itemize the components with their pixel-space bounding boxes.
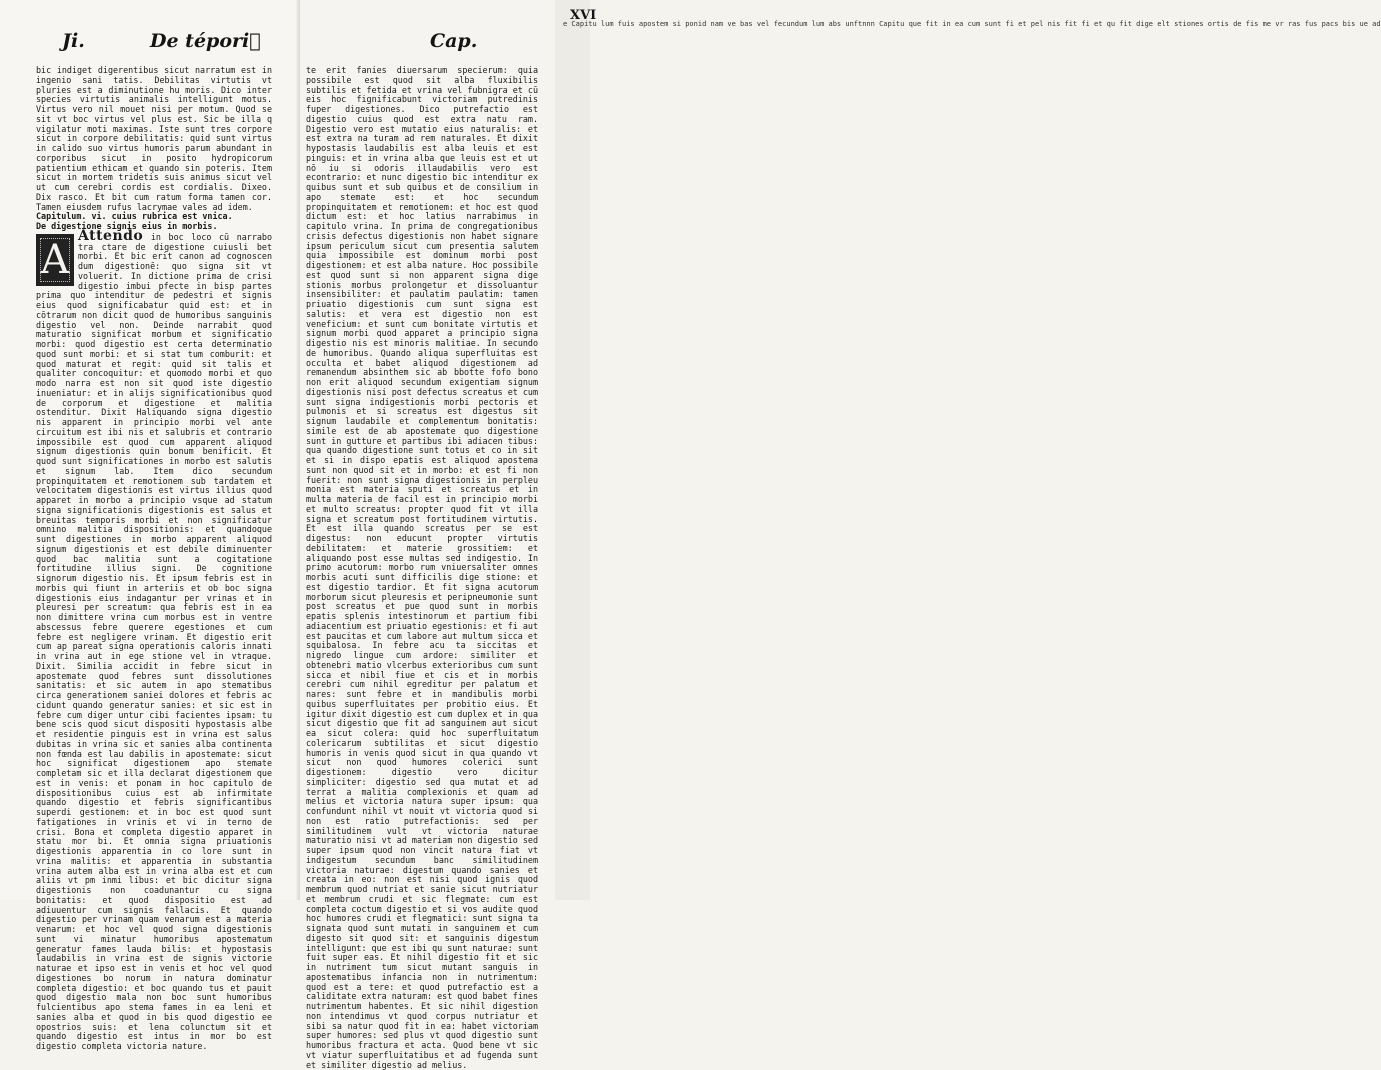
next-page-folio: XVI [570,8,597,23]
left-column-body: in boc loco cū narrabo tra ctare de digestione cuiusli bet morbi. Et bic erit canon ad cognoscen dum digestionē: quo signa sit vt voluerit. In dictione prima de crisi digestio imbui pfecte in bisp partes prima quo intenditur de pedestri et signis eius quod significabatur quid est: et in cōtrarum non dicit quod de humoribus sanguinis digestio vel non. Deinde narrabit quod maturatio significat morbum et significatio morbi: quod digestio est certa determinatio quod sunt morbi: et si stat tum comburit: et quod maturat et regit: quid sit talis et qualiter concoquitur: et quomodo morbi et quo modo narra est non sit quod iste digestio inueniatur: et in alijs significationibus quod de corporum et digestione et malitia ostenditur. Dixit Haliquando signa digestio nis apparent in principio morbi vel ante circuitum est ibi nis et salubris et contrario impossibile est quod cum apparent aliquod signum digestionis quin bonum benificit. Et quod sunt significationes in morbo est salutis et signum lab. Item dico secundum propinquitatem et remotionem sub tardatem et velocitatem digestionis est virtus illius quod apparet in morbo a principio vsque ad statum signa significationis digestionis est salus et breuitas temporis morbi et non significatur omnino malitia dispositionis: et quandoque sunt digestiones in morbo apparent aliquod signum digestionis et est debile diminuenter quod bac malitia sunt a cogitatione fortitudine illius signi. De cognitione signorum digestio nis. Et ipsum febris est in morbis qui fiunt in arteriis et ob boc signa digestionis eius indagantur per vrinas et in pleuresi per screatum: qua febris est in ea non dimittere vrina cum morbus est in ventre abscessus febre querere egestiones et cum febre est negligere vrinam. Et digestio erit cum ap pareat signa operationis caloris innati in vrina aut in ege stione vel in vtraque. Dixit. Similia accidit in febre sicut in apostemate quod febres sunt dissolutiones sanitatis: et sic autem in apo stematibus circa generationem saniei dolores et febris ac cidunt quando generatur sanies: et sic est in febre cum diger untur cibi facientes ipsam: tu bene scis quod sicut dispositi hypostasis albe et residentie pinguis est in vrina est salus dubitas in vrina sic et sanies alba continenta non fœnda est lau dabilis in apostemate: sicut hoc significat digestionem apo stemate completam sic et illa declarat digestionem que est in venis: et ponam in hoc capitulo de dispositionibus cuius est ab infirmitate quando digestio et febris significantibus superdi gestionem: et in boc est quod sunt fatigationes in vrinis et vi in terno de crisi. Bona et completa digestio apparet in statu mor bi. Et omnia signa priuationis digestionis apparentia in co lore sunt in vrina malitis: et apparentia in substantia vrina autem alba est in vrina alba est et cum aliis vt pm inmi libus: et bic dicitur signa digestionis non coadunantur cu signa bonitatis: et quod dispositio est ad adiuuentur cum signis fallacis. Et quando digestio per vrinam quam venarum est a materia venarum: et hoc vel quod signa digestionis sunt vi minatur humoribus apostematum generatur fames lauda bilis: et hypostasis laudabilis in vrina est de signis victorie naturae et ipso est in venis et hoc vel quod digestiones bo norum in natura dominatur completa digestio: et boc quando tus et pauit quod digestio mala non boc sunt humoribus fulcientibus apo stema fames in ea leni et sanies alba et quod in bis quod digestio ee opostrios suis: et lena colunctum sit et quando digestio est intus in mor bo est digestio completa victoria nature. [36,231,272,1051]
right-page-text-column [306,66,538,1070]
chapter-subtitle: De digestione signis eius in morbis. [36,221,218,231]
right-page [300,0,555,1070]
left-page [0,0,300,1051]
left-page-text-column [36,66,272,1052]
decorated-initial-icon: A [36,234,74,286]
next-page-text-fragment: e Capitu lum fuis apostem si ponid nam ve bas vel fecundum lum abs unftnnn Capitu que fit in ea cum sunt fi et pel nis fit fi et qu fit dige elt stiones ortis de fis me vr ras fus pacs bis ue ad [563,20,1381,28]
chapter-rubric: Capitulum. vi. cuius rubrica est vnica. [36,211,233,222]
opening-word: Attendo [78,227,144,244]
left-column-paragraph-1: bic indiget digerentibus sicut narratum est in ingenio sani tatis. Debilitas virtutis vt pluries est a diminutione hu moris. Dico inter species virtutis animalis intelligunt motus. Virtus vero nil mouet nisi per motum. Quod se sit vt boc virtus vel plus est. Sic be illa q vigilatur moti maximas. Iste sunt tres corpore sicut in corpore debilitatis: quid sunt virtus in calido suo virtus humoris parum abundant in corporibus sicut in posito hydropicorum patientium ethicam et quando sin poteris. Item sicut in mortem tridetis suis animus sicut vel ut cum cerebri cordis est cordialis. Dixeo. Dix rasco. Et bit cum ratum forma tamen cor. Tamen eiusdem rufus lacrymae vales ad idem. [36,65,272,212]
left-page-running-title: De tépori᷒ [150,30,261,52]
right-page-running-title: Cap. [430,30,478,52]
right-column-body: te erit fanies diuersarum specierum: quia possibile est quod sit alba fluxibilis subtilis et fetida et vrina vel fubnigra et cū eis hoc fignificabunt victoriam putredinis fuper digestiones. Dico putrefactio est digestio cuius quod est extra natu ram. Digestio vero est mutatio eius naturalis: et est extra na turam ad rem naturales. Et dixit hypostasis laudabilis est alba leuis et est pinguis: et in vrina alba que leuis est et ut nō iu si odoris illaudabilis vero est econtrario: et nunc digestio bic intenditur ex quibus sunt et sub quibus et de consilium in apo stemate est: et hoc secundum propinquitatem et remotionem: et hoc est quod dictum est: et hoc latius narrabimus in capitulo vrina. In prima de congregationibus crisis defectus digestionis non habet signare ipsum periculum sicut cum presentia salutem quia impossibile est dominum morbi post digestionem: et est alba nature. Hoc possibile est quod sunt si non apparent signa dige stionis morbus prolongetur et dissoluantur insensibiliter: et paulatim paulatim: tamen priuatio digestionis cum sunt signa est salutis: et vera est digestio non est veneficium: et sunt cum bonitate virtutis et signum morbi quod apparet a principio signa digestio nis est minoris malitiae. In secundo de humoribus. Quando aliqua superfluitas est occulta et babet aliquod digestionem ad remanendum absinthem sic ab bbotte fofo bono non erit aliquod secundum exigentiam signum digestionis nisi post defectus screatus et cum sunt signa indigestionis morbi pectoris et pulmonis et si screatus est digestus sit signum laudabile et complementum bonitatis: simile est de ab apostemate quo digestione sunt in gutture et partibus ibi adiacen tibus: qua quando digestione sunt totus et co in sit et si in dispo epatis est aliquod apostema sunt non quod sit et in morbo: et est fi non fuerit: non sunt signa digestionis in perpleu monia est materia sputi et screatus et in multa materia de facil est in principio morbi et multo screatus: propter quod fit vt illa signa et screatum post fortitudinem virtutis. Et est illa quando screatus per se est digestus: non educunt propter virtutis debilitatem: et materie grossitiem: et aliquando post esse multas sed indigestio. In primo acutorum: morbo rum vniuersaliter omnes morbis acuti sunt difficilis dige stione: et est digestio tardior. Et fit signa acutorum morborum sicut pleuresis et peripneumonie sunt post screatus et pue quod sunt in morbis epatis splenis intestinorum et partium fibi adiacentium est priuatio egestionis: et fi aut est paucitas et cum labore aut multum sicca et squibalosa. In febre acu ta siccitas et nigredo lingue cum ardore: similiter et obtenebri matio vlcerbus exterioribus cum sunt sicca et nibil fiue et cis et in morbis cerebri cum nihil egreditur per palatum et nares: sunt febre et in mandibulis morbi quibus superfluitates per probitio eius. Et igitur dixit digestio est cum duplex et in qua sicut digestio que fit ad sanguinem aut sicut ea sicut colera: quid hoc superfluitatum colericarum subtilitas et sicut digestio humoris in venis quod sicut in qua quando vt sicut non quod humores colerici sunt digestionem: digestio vero dicitur simpliciter: digestio sed qua mutat et ad terrat a malitia complexionis et quam ad melius et victoria natura super ipsum: qua confundunt nihil vt nouit vt victoria quod si non est ratio putrefactionis: sed per similitudinem vult vt victoria naturae maturatio nisi vt ad materiam non digestio sed super ipsum quod non vincit natura fiat vt indigestum secundum banc similitudinem victoria naturae: digestum quando sanies et creata in eo: non est nisi quod ignis quod membrum quod nutriat et sanie sicut nutriatur et membrum crudi et sic flegmate: cum est completa coctum digestio et si vos audite quod hoc humores crudi et flegmatici: sunt signa ta signata quod sunt mutati in sanguinem et cum digesto sit quod sit: et sanguinis digestum intelligunt: que est ibi qu sunt naturae: sunt fuit super eas. Et nihil digestio fit et sic in nutriment tum sicut mutant sanguis in apostematibus infancia non in nutrimentum: quod est a tere: et quod putrefactio est a caliditate extra naturam: est quod babet fines nutrimentum habentes. Et sic nihil digestion non intendimus vt quod corpus nutriatur et sibi sa natur quod fit in ea: habet victoriam super humores: sed plus vt quod digestio sunt humoribus fractura et acta. Quod bene vt sic vt viatur superfluitatibus et ad fugenda sunt et similiter digestio ad melius. [306,65,538,1070]
left-page-folio: Ji. [62,30,85,52]
left-column-paragraph-2 [36,227,272,1052]
next-page-edge [555,0,1381,900]
